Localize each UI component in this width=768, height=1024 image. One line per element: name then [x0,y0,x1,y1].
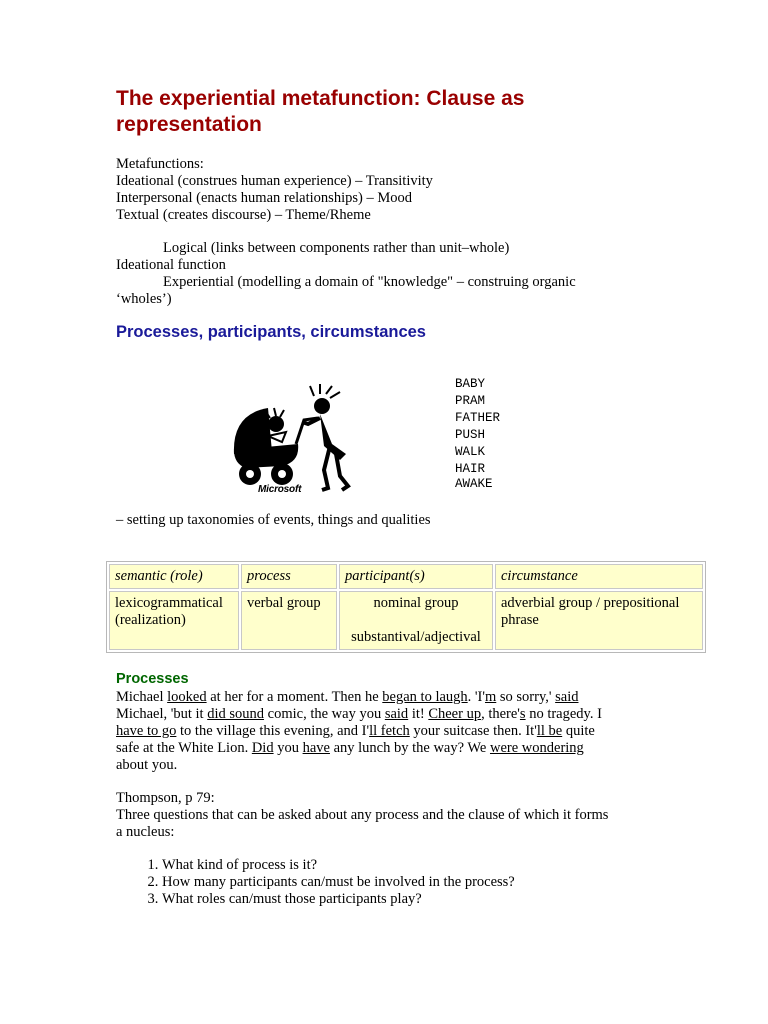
thompson-reference [116,790,676,841]
intro-line: Ideational (construes human experience) – Transitivity [116,173,433,189]
intro-line: Textual (creates discourse) – Theme/Rheme [116,207,371,223]
passage-line: safe at the White Lion. Did you have any lunch by the way? We were wondering [116,740,584,756]
cell-text: lexicogrammatical [115,595,223,611]
cell-text: nominal group [373,595,459,611]
cell-text: (realization) [115,612,186,628]
experiential-line: Experiential (modelling a domain of "knowledge" – construing organic [163,274,576,290]
word-list-item: FATHER [455,411,501,425]
metafunctions-list [116,156,676,224]
list-item: 2. How many participants can/must be involved in the process? [162,874,676,891]
passage-line: about you. [116,757,178,773]
table-header-cell: process [241,564,337,589]
intro-line: Metafunctions: [116,156,204,172]
baby-pram-father-clipart [228,384,352,494]
table-cell [495,591,703,650]
list-item: 3. What roles can/must those participants play? [162,891,676,908]
questions-list [116,857,676,908]
table-header-cell: semantic (role) [109,564,239,589]
microsoft-logo: Microsoft [258,484,302,495]
word-list-item: PUSH [455,428,486,442]
cell-text: phrase [501,612,539,628]
page-title: The experiential metafunction: Clause as representation [116,87,525,136]
word-list-item: HAIR [455,462,486,476]
table-header-cell: participant(s) [339,564,493,589]
word-list-item: AWAKE [455,477,493,491]
table-cell [339,591,493,650]
word-list-item: PRAM [455,394,486,408]
logical-line: Logical (links between components rather than unit–whole) [163,240,510,256]
passage-line: Michael looked at her for a moment. Then he began to laugh. 'I'm so sorry,' said [116,689,579,705]
table-row [109,591,703,650]
cell-text: substantival/adjectival [351,629,481,645]
cell-spacer [345,612,487,629]
table-header-cell: circumstance [495,564,703,589]
example-passage [116,689,676,774]
word-list-item: WALK [455,445,486,459]
intro-line: Interpersonal (enacts human relationships) – Mood [116,190,412,206]
table-cell [109,591,239,650]
taxonomy-text: – setting up taxonomies of events, things and qualities [116,512,431,528]
passage-line: have to go to the village this evening, and I'll fetch your suitcase then. It'll be quite [116,723,595,739]
realization-table [106,561,706,653]
ideational-function-block [116,240,676,308]
thompson-line: Three questions that can be asked about any process and the clause of which it forms [116,807,609,823]
experiential-line-cont: ‘wholes’) [116,291,172,307]
cell-text: adverbial group / prepositional [501,595,680,611]
passage-line: Michael, 'but it did sound comic, the way you said it! Cheer up, there's no tragedy. I [116,706,602,722]
table-header-row [109,564,703,589]
thompson-ref: Thompson, p 79: [116,790,215,806]
list-item: 1. What kind of process is it? [162,857,676,874]
word-list [455,376,500,491]
section-heading: Processes, participants, circumstances [116,323,426,341]
thompson-line: a nucleus: [116,824,175,840]
processes-heading: Processes [116,671,189,687]
word-list-item: BABY [455,377,486,391]
ideational-label: Ideational function [116,257,226,273]
table-cell: verbal group [241,591,337,650]
